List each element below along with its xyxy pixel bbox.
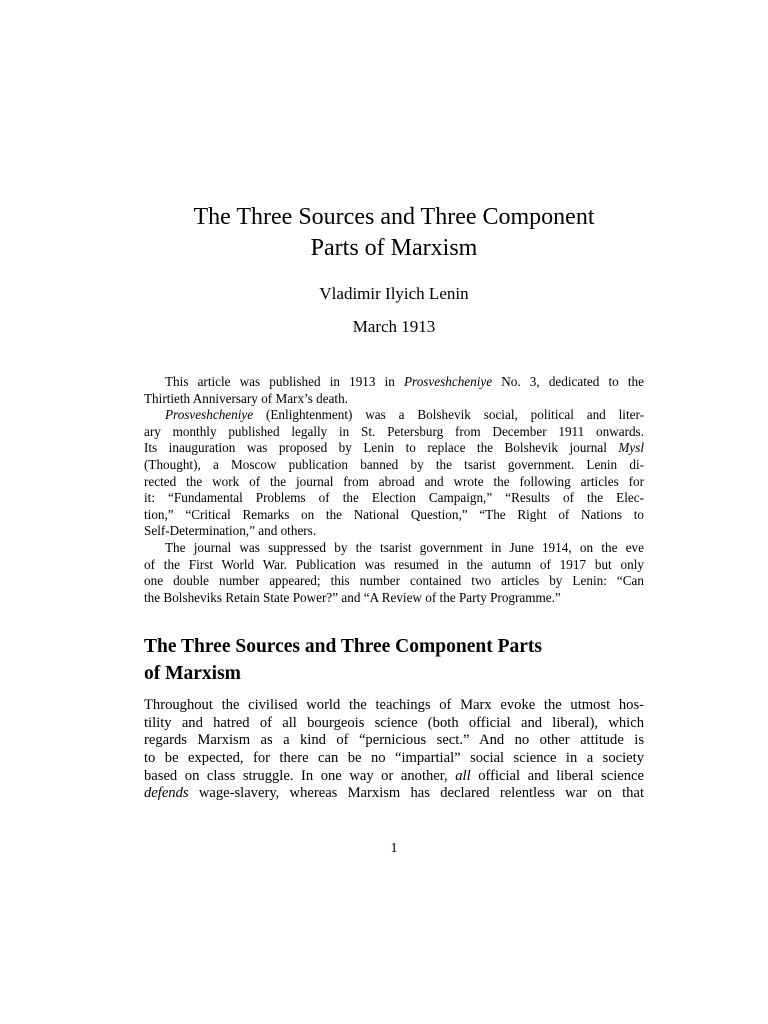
- journal-name: Prosveshcheniye: [404, 374, 493, 389]
- emphasis-defends: defends: [144, 785, 189, 802]
- abstract-p2-line-7: tion,” “Critical Remarks on the National Question,” “The Right of Nations to: [144, 506, 644, 522]
- abstract-p1-line-2: Thirtieth Anniversary of Marx’s death.: [144, 390, 348, 406]
- abstract-p3-line-3: one double number appeared; this number contained two articles by Lenin: “Can: [144, 573, 644, 589]
- abstract: [144, 374, 644, 606]
- title-line-1: The Three Sources and Three Component: [193, 204, 595, 230]
- section-heading-line-2: of Marxism: [144, 663, 241, 684]
- section-heading: [144, 633, 664, 687]
- journal-name: Mysl: [618, 440, 644, 456]
- body-line-1: Throughout the civilised world the teachings of Marx evoke the utmost hos-: [144, 697, 644, 713]
- abstract-p2-line-6: it: “Fundamental Problems of the Election Campaign,” “Results of the Elec-: [144, 490, 644, 506]
- body-line-3: regards Marxism as a kind of “pernicious sect.” And no other attitude is: [144, 732, 644, 749]
- abstract-p2-line-8: Self-Determination,” and others.: [144, 523, 317, 539]
- journal-name: Prosveshcheniye: [165, 407, 254, 423]
- body-paragraph: [144, 697, 644, 803]
- body-line-4: to be expected, for there can be no “impartial” social science in a society: [144, 750, 644, 767]
- body-line-5: based on class struggle. In one way or another, all official and liberal science: [144, 767, 644, 784]
- section-heading-line-1: The Three Sources and Three Component Parts: [144, 636, 542, 657]
- author-name: Vladimir Ilyich Lenin: [319, 284, 469, 303]
- abstract-p2-line-4: (Thought), a Moscow publication banned by the tsarist government. Lenin di-: [144, 456, 644, 472]
- abstract-p3-line-4: the Bolsheviks Retain State Power?” and “A Review of the Party Programme.”: [144, 589, 561, 605]
- body-line-6: defends wage-slavery, whereas Marxism has declared relentless war on that: [144, 785, 644, 802]
- publication-date: March 1913: [352, 317, 436, 336]
- abstract-p2-line-3: Its inauguration was proposed by Lenin to replace the Bolshevik journal Mysl: [144, 440, 644, 456]
- emphasis-all: all: [455, 767, 471, 784]
- document-title: [144, 202, 644, 264]
- abstract-p2-line-5: rected the work of the journal from abroad and wrote the following articles for: [144, 473, 644, 489]
- title-line-2: Parts of Marxism: [310, 235, 478, 261]
- abstract-p3-line-2: of the First World War. Publication was resumed in the autumn of 1917 but only: [144, 556, 644, 572]
- body-line-2: tility and hatred of all bourgeois science (both official and liberal), which: [144, 714, 644, 731]
- abstract-p2-line-2: ary monthly published legally in St. Petersburg from December 1911 onwards.: [144, 423, 644, 439]
- abstract-p1-line-1: This article was published in 1913 in Prosveshcheniye No. 3, dedicated to the: [165, 374, 644, 389]
- abstract-p3-line-1: The journal was suppressed by the tsarist government in June 1914, on the eve: [165, 539, 644, 555]
- page-number: 1: [390, 841, 398, 856]
- abstract-p2-line-1: Prosveshcheniye (Enlightenment) was a Bolshevik social, political and liter-: [165, 407, 644, 423]
